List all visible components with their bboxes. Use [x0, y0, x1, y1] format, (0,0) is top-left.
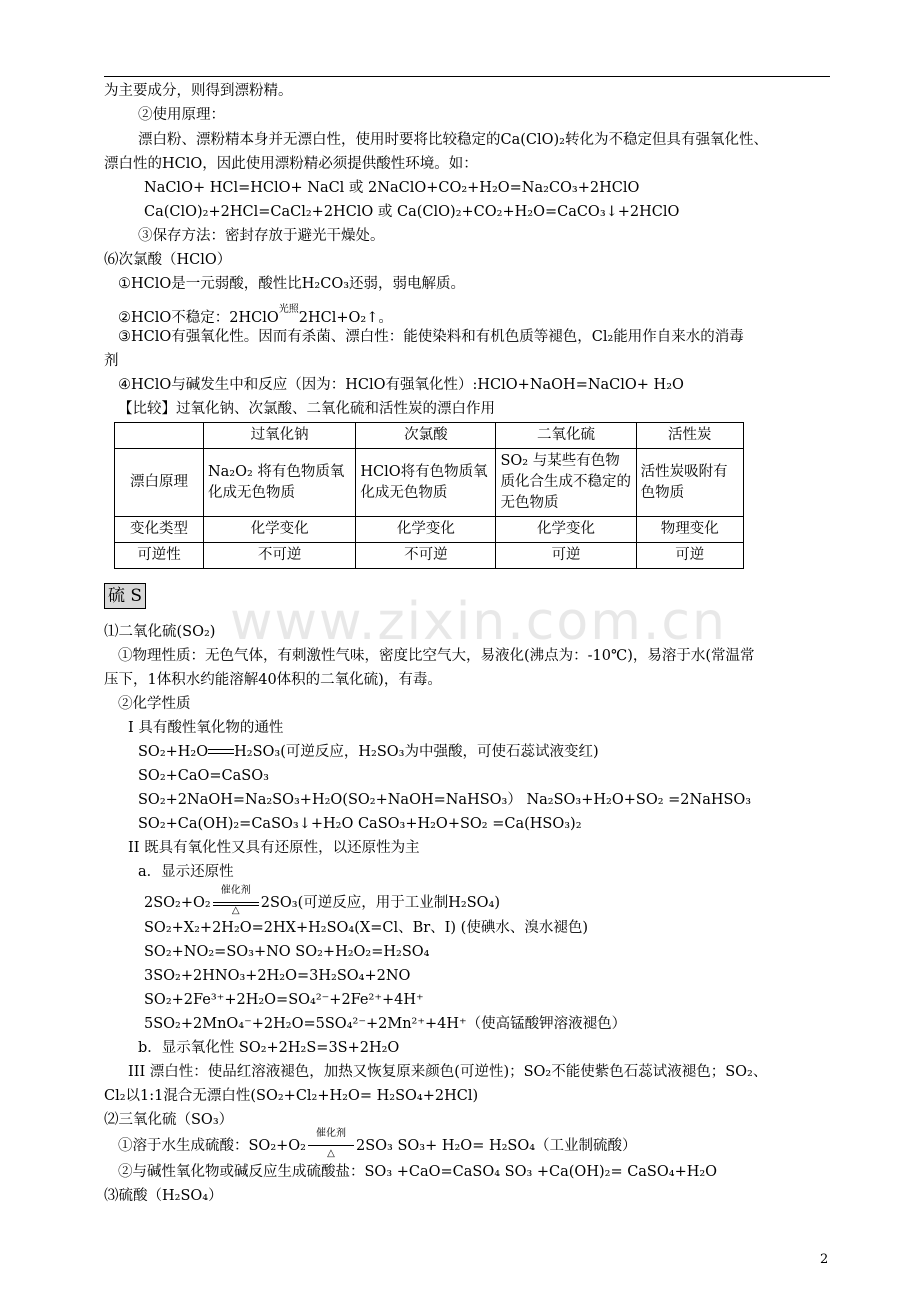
table-cell: 变化类型 [115, 517, 204, 543]
table-cell: 化学变化 [356, 517, 496, 543]
table-cell: SO₂ 与某些有色物质化合生成不稳定的无色物质 [496, 449, 636, 517]
eq-left: ①溶于水生成硫酸：SO₂+O₂ [118, 1138, 306, 1154]
eq-right: 2SO₃ SO₃+ H₂O= H₂SO₄（工业制硫酸） [355, 1138, 637, 1154]
table-cell: 二氧化硫 [496, 423, 636, 449]
equation-line: NaClO+ HCl=HClO+ NaCl 或 2NaClO+CO₂+H₂O=Na₂CO₃+2HClO [144, 180, 640, 196]
eq-left: ②HClO不稳定：2HClO [118, 310, 279, 326]
equation-line [138, 741, 599, 763]
text-line: ②使用原理： [138, 107, 225, 123]
comparison-table [114, 422, 744, 569]
equation-line: SO₂+2Fe³⁺+2H₂O=SO₄²⁻+2Fe²⁺+4H⁺ [144, 992, 424, 1008]
subheading: ⑴二氧化硫(SO₂) [104, 624, 216, 640]
text-line: Cl₂以1:1混合无漂白性(SO₂+Cl₂+H₂O= H₂SO₄+2HCl) [104, 1088, 479, 1104]
table-cell: Na₂O₂ 将有色物质氧化成无色物质 [203, 449, 355, 517]
table-cell: 不可逆 [203, 543, 355, 569]
text-line: ③HClO有强氧化性。因而有杀菌、漂白性：能使染料和有机色质等褪色，Cl₂能用作自来水的消毒 [118, 329, 744, 345]
table-cell: 活性炭吸附有色物质 [636, 449, 743, 517]
text-line: III 漂白性：使品红溶液褪色，加热又恢复原来颜色(可逆性)；SO₂不能使紫色石蕊试液褪色；SO₂、 [128, 1064, 768, 1080]
table-row [115, 449, 744, 517]
table-cell: 过氧化钠 [203, 423, 355, 449]
table-cell: 化学变化 [203, 517, 355, 543]
table-cell: 次氯酸 [356, 423, 496, 449]
eq-left: SO₂+H₂O [138, 744, 209, 760]
table-caption: 【比较】过氧化钠、次氯酸、二氧化硫和活性炭的漂白作用 [118, 401, 495, 417]
table-cell: 化学变化 [496, 517, 636, 543]
text-line: 压下，1体积水约能溶解40体积的二氧化硫)，有毒。 [104, 672, 442, 688]
equation-line [144, 885, 500, 916]
reversible-arrow [208, 748, 234, 756]
page-number: 2 [820, 1252, 829, 1267]
heat-label: △ [327, 1148, 335, 1159]
eq-right: 2SO₃(可逆反应，用于工业制H₂SO₄) [260, 895, 500, 911]
table-cell: 漂白原理 [115, 449, 204, 517]
equation-line: 5SO₂+2MnO₄⁻+2H₂O=5SO₄²⁻+2Mn²⁺+4H⁺（使高锰酸钾溶液褪色） [144, 1016, 627, 1032]
text-line: ①物理性质：无色气体，有刺激性气味，密度比空气大，易液化(沸点为：-10℃)，易溶于水(常温常 [118, 648, 755, 664]
text-line: ②与碱性氧化物或碱反应生成硫酸盐：SO₃ +CaO=CaSO₄ SO₃ +Ca(OH)₂= CaSO₄+H₂O [118, 1164, 718, 1180]
equation-line: SO₂+X₂+2H₂O=2HX+H₂SO₄(X=Cl、Br、I) (使碘水、溴水褪色) [144, 920, 588, 936]
condition-label: 光照 [278, 304, 299, 315]
subheading: ⑶硫酸（H₂SO₄） [104, 1188, 223, 1204]
equation-line [118, 1128, 637, 1159]
table-cell [115, 423, 204, 449]
table-cell: 可逆性 [115, 543, 204, 569]
equation-line: SO₂+Ca(OH)₂=CaSO₃↓+H₂O CaSO₃+H₂O+SO₂ =Ca(HSO₃)₂ [138, 816, 582, 832]
subheading: ⑹次氯酸（HClO） [104, 252, 232, 268]
subheading: ⑵三氧化硫（SO₃） [104, 1112, 234, 1128]
text-line: a．显示还原性 [138, 864, 234, 880]
catalyst-label: 催化剂 [220, 885, 251, 896]
text-line: 剂 [104, 353, 119, 369]
text-line: 为主要成分，则得到漂粉精。 [104, 83, 293, 99]
catalyst-arrow [308, 1128, 354, 1159]
reversible-catalyst-arrow [213, 885, 259, 916]
text-line: 漂白粉、漂粉精本身并无漂白性，使用时要将比较稳定的Ca(ClO)₂转化为不稳定但具有强氧化性、 [138, 132, 768, 148]
text-line: I 具有酸性氧化物的通性 [128, 720, 284, 736]
text-line: ④HClO与碱发生中和反应（因为：HClO有强氧化性）:HClO+NaOH=NaClO+ H₂O [118, 377, 684, 393]
table-cell: 物理变化 [636, 517, 743, 543]
eq-left: 2SO₂+O₂ [144, 895, 211, 911]
eq-right: 2HCl+O₂↑。 [298, 310, 393, 326]
text-line: ①HClO是一元弱酸，酸性比H₂CO₃还弱，弱电解质。 [118, 276, 466, 292]
table-cell: HClO将有色物质氧化成无色物质 [356, 449, 496, 517]
text-line: II 既具有氧化性又具有还原性，以还原性为主 [128, 840, 420, 856]
header-rule [104, 76, 830, 77]
equation-line: Ca(ClO)₂+2HCl=CaCl₂+2HClO 或 Ca(ClO)₂+CO₂+H₂O=CaCO₃↓+2HClO [144, 204, 680, 220]
equation-line [118, 299, 393, 329]
table-header-row [115, 423, 744, 449]
text-line: ③保存方法：密封存放于避光干燥处。 [138, 228, 385, 244]
text-line: 漂白性的HClO，因此使用漂粉精必须提供酸性环境。如： [104, 156, 478, 172]
catalyst-label: 催化剂 [315, 1128, 346, 1139]
table-cell: 可逆 [636, 543, 743, 569]
equation-line: SO₂+CaO=CaSO₃ [138, 768, 269, 784]
text-line: b．显示氧化性 SO₂+2H₂S=3S+2H₂O [138, 1040, 400, 1056]
table-cell: 活性炭 [636, 423, 743, 449]
heat-label: △ [231, 905, 240, 916]
table-cell: 不可逆 [356, 543, 496, 569]
equation-line: 3SO₂+2HNO₃+2H₂O=3H₂SO₄+2NO [144, 968, 411, 984]
table-cell: 可逆 [496, 543, 636, 569]
equation-line: SO₂+2NaOH=Na₂SO₃+H₂O(SO₂+NaOH=NaHSO₃） Na₂SO₃+H₂O+SO₂ =2NaHSO₃ [138, 792, 752, 808]
text-line: ②化学性质 [118, 696, 191, 712]
eq-right: H₂SO₃(可逆反应，H₂SO₃为中强酸，可使石蕊试液变红) [234, 744, 599, 760]
table-row [115, 517, 744, 543]
equation-line: SO₂+NO₂=SO₃+NO SO₂+H₂O₂=H₂SO₄ [144, 944, 430, 960]
section-heading: 硫 S [104, 583, 146, 609]
table-row [115, 543, 744, 569]
watermark: www.zixin.com.cn [230, 592, 727, 652]
